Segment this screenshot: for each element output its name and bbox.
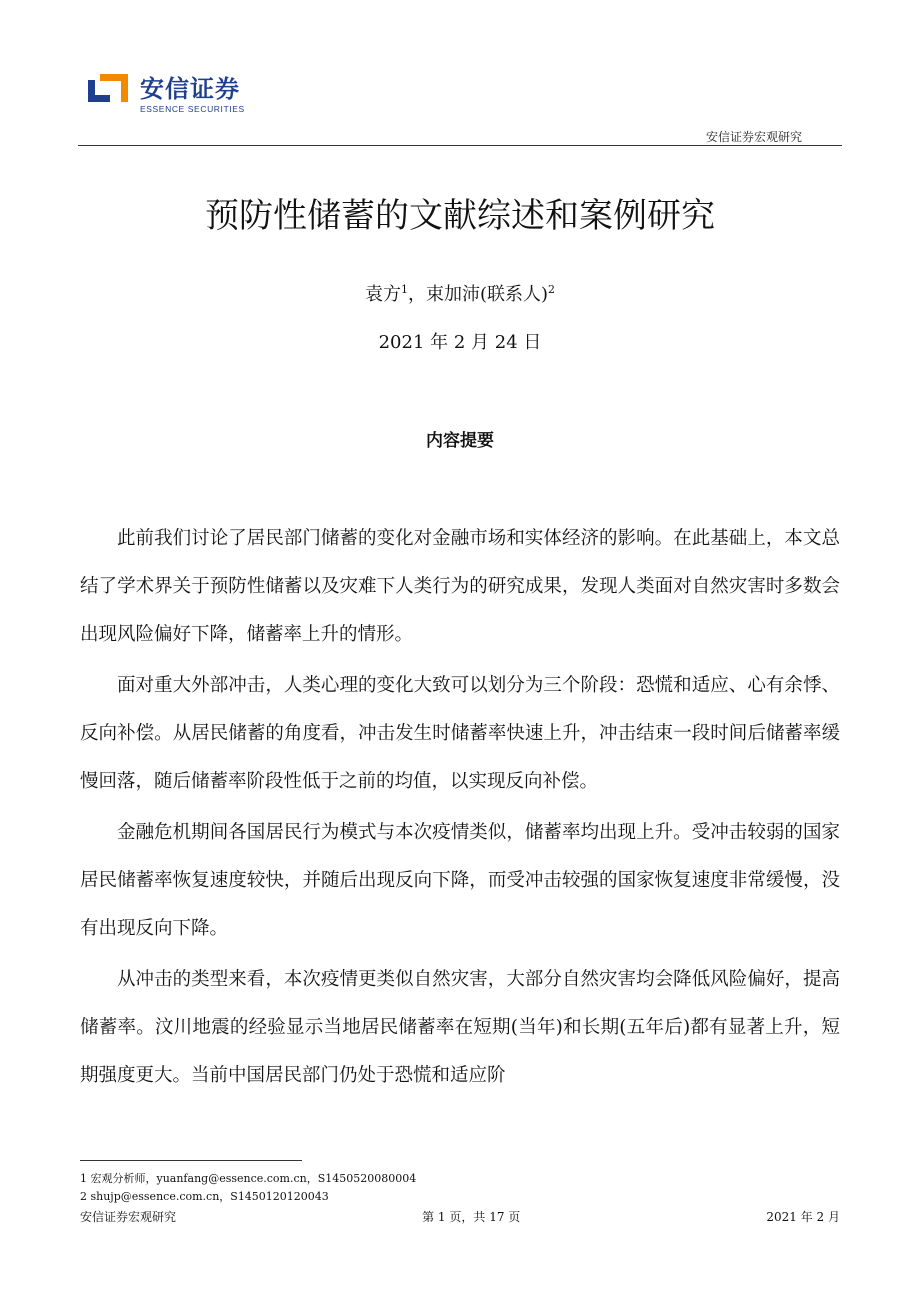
logo-cn: 安信证券 [140,75,240,103]
author-1: 袁方 [364,284,401,305]
page-footer [80,1208,840,1225]
logo-text [140,76,245,114]
footer-page-number: 第 1 页，共 17 页 [422,1210,521,1224]
footnote-2: 2 shujp@essence.com.cn，S1450120120043 [80,1190,329,1203]
header-section-label: 安信证券宏观研究 [705,130,802,144]
paragraph: 此前我们讨论了居民部门储蓄的变化对金融市场和实体经济的影响。在此基础上，本文总结了学术界关于预防性储蓄以及灾难下人类行为的研究成果，发现人类面对自然灾害时多数会出现风险偏好下降，储蓄率上升的情形。 [80,528,840,645]
footnote-mark-1: 1 [400,283,408,296]
footer-left: 安信证券宏观研究 [80,1210,177,1224]
abstract-heading: 内容提要 [426,431,494,451]
company-logo [88,74,245,114]
publish-date: 2021 年 2 月 24 日 [378,332,542,353]
footnote-1: 1 宏观分析师，yuanfang@essence.com.cn，S1450520080004 [80,1172,417,1185]
paragraph: 面对重大外部冲击，人类心理的变化大致可以划分为三个阶段：恐慌和适应、心有余悸、反向补偿。从居民储蓄的角度看，冲击发生时储蓄率快速上升，冲击结束一段时间后储蓄率缓慢回落，随后储蓄率阶段性低于之前的均值，以实现反向补偿。 [80,675,840,792]
document-title: 预防性储蓄的文献综述和案例研究 [205,196,715,236]
paragraph: 从冲击的类型来看，本次疫情更类似自然灾害，大部分自然灾害均会降低风险偏好，提高储蓄率。汶川地震的经验显示当地居民储蓄率在短期(当年)和长期(五年后)都有显著上升，短期强度更大。当前中国居民部门仍处于恐慌和适应阶 [80,969,840,1086]
footer-date: 2021 年 2 月 [766,1210,840,1224]
authors-line [0,280,920,306]
footnote-divider [80,1160,302,1161]
header-divider [78,145,842,146]
author-separator: ， [407,284,426,305]
footnotes [80,1170,416,1206]
footnote-mark-2: 2 [548,283,556,296]
logo-mark-icon [88,74,132,114]
abstract-body [80,515,840,1103]
logo-en: ESSENCE SECURITIES [140,104,245,114]
paragraph: 金融危机期间各国居民行为模式与本次疫情类似，储蓄率均出现上升。受冲击较弱的国家居民储蓄率恢复速度较快，并随后出现反向下降，而受冲击较强的国家恢复速度非常缓慢，没有出现反向下降。 [80,822,840,939]
author-2: 束加沛(联系人) [425,284,549,305]
